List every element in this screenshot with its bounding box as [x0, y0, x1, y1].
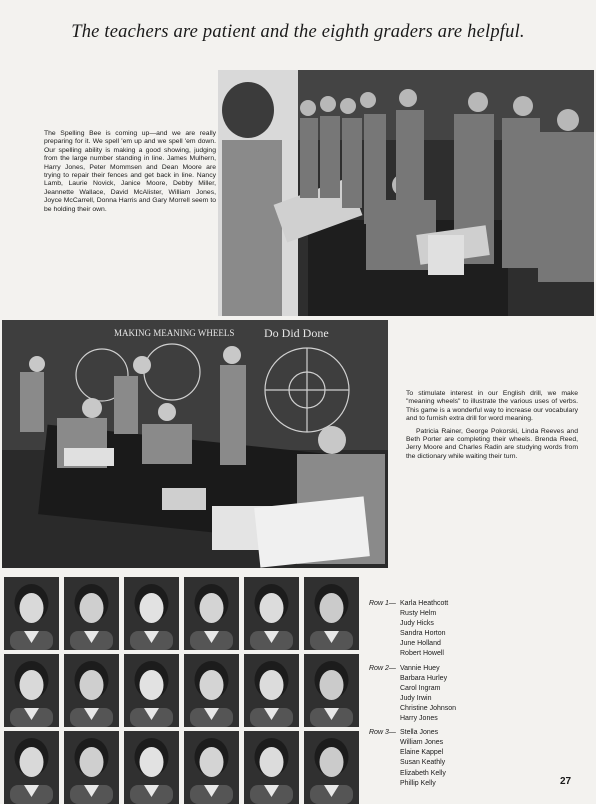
student-portrait	[304, 731, 359, 804]
student-portrait	[184, 731, 239, 804]
roster-name: Judy Hicks	[400, 620, 434, 628]
roster-name: Judy Irwin	[400, 694, 432, 702]
meaning-wheels-caption-p2: Patricia Rainer, George Pokorski, Linda Reeves and Beth Porter are completing their wheels. Brenda Reed, Jerry Moore and Charles Radin are studying words from the dictionary while waiting their turn.	[406, 427, 578, 460]
roster-row-2	[369, 664, 456, 725]
student-portrait	[4, 654, 59, 727]
roster-name: Stella Jones	[400, 729, 439, 737]
student-portrait	[184, 577, 239, 650]
student-portrait	[184, 654, 239, 727]
blackboard-left-text: MAKING MEANING WHEELS	[114, 328, 235, 338]
roster-name: Harry Jones	[400, 715, 438, 723]
blackboard-right-text: Do Did Done	[264, 326, 329, 340]
meaning-wheels-caption-p1: To stimulate interest in our English drill, we make "meaning wheels" to illustrate the various uses of verbs. This game is a wonderful way to increase our vocabulary and to furnish extra drill for word meaning.	[406, 390, 578, 423]
student-portrait	[304, 654, 359, 727]
roster-name: Susan Keathly	[400, 759, 446, 767]
student-portrait	[64, 577, 119, 650]
spelling-bee-caption-text: The Spelling Bee is coming up—and we are really preparing for it. We spell 'em up and we spell 'em down. Our spelling ability is making a good showing, judging from the large number standing in line. James Mulhern, Harry Jones, Peter Mommsen and Dean Moore are trying to repair their fences and get back in line. Nancy Lamb, Laurie Novick, Janice Moore, Debby Miller, Jeannette Wallace, David McAlister, William Jones, Joyce McCarrell, Donna Harris and Gary Morrell seem to be holding their own.	[44, 130, 216, 213]
roster-row-label: Row 1—	[369, 600, 396, 607]
meaning-wheels-photo	[2, 320, 388, 568]
roster-name: Barbara Hurley	[400, 674, 448, 682]
roster-name: William Jones	[400, 739, 444, 747]
roster-name: Rusty Helm	[400, 610, 437, 618]
roster-name: June Holland	[400, 640, 441, 648]
roster-name: Carol Ingram	[400, 684, 441, 692]
roster-name: Robert Howell	[400, 650, 444, 658]
page-title: The teachers are patient and the eighth graders are helpful.	[71, 22, 525, 42]
student-portrait	[124, 731, 179, 804]
roster-name: Sandra Horton	[400, 630, 446, 638]
meaning-wheels-caption	[406, 390, 578, 465]
portrait-roster	[369, 599, 456, 793]
spelling-bee-caption	[44, 130, 216, 218]
roster-name: Elaine Kappel	[400, 749, 444, 757]
roster-name: Phillip Kelly	[400, 779, 436, 787]
student-portrait	[4, 577, 59, 650]
student-portrait	[124, 577, 179, 650]
roster-name: Elizabeth Kelly	[400, 769, 446, 777]
student-portrait	[124, 654, 179, 727]
roster-name: Christine Johnson	[400, 704, 457, 712]
roster-row-label: Row 2—	[369, 664, 396, 672]
page-number: 27	[560, 776, 572, 787]
student-portrait	[244, 577, 299, 650]
roster-name: Vannie Huey	[400, 664, 440, 672]
spelling-bee-photo	[218, 70, 594, 316]
student-portrait	[304, 577, 359, 650]
student-portrait	[64, 654, 119, 727]
student-portrait	[244, 654, 299, 727]
student-portrait	[64, 731, 119, 804]
student-portrait	[244, 731, 299, 804]
roster-row-1	[369, 599, 456, 660]
student-portrait	[4, 731, 59, 804]
roster-name: Karla Heathcott	[400, 600, 449, 607]
roster-row-3	[369, 728, 456, 789]
roster-row-label: Row 3—	[369, 729, 396, 737]
